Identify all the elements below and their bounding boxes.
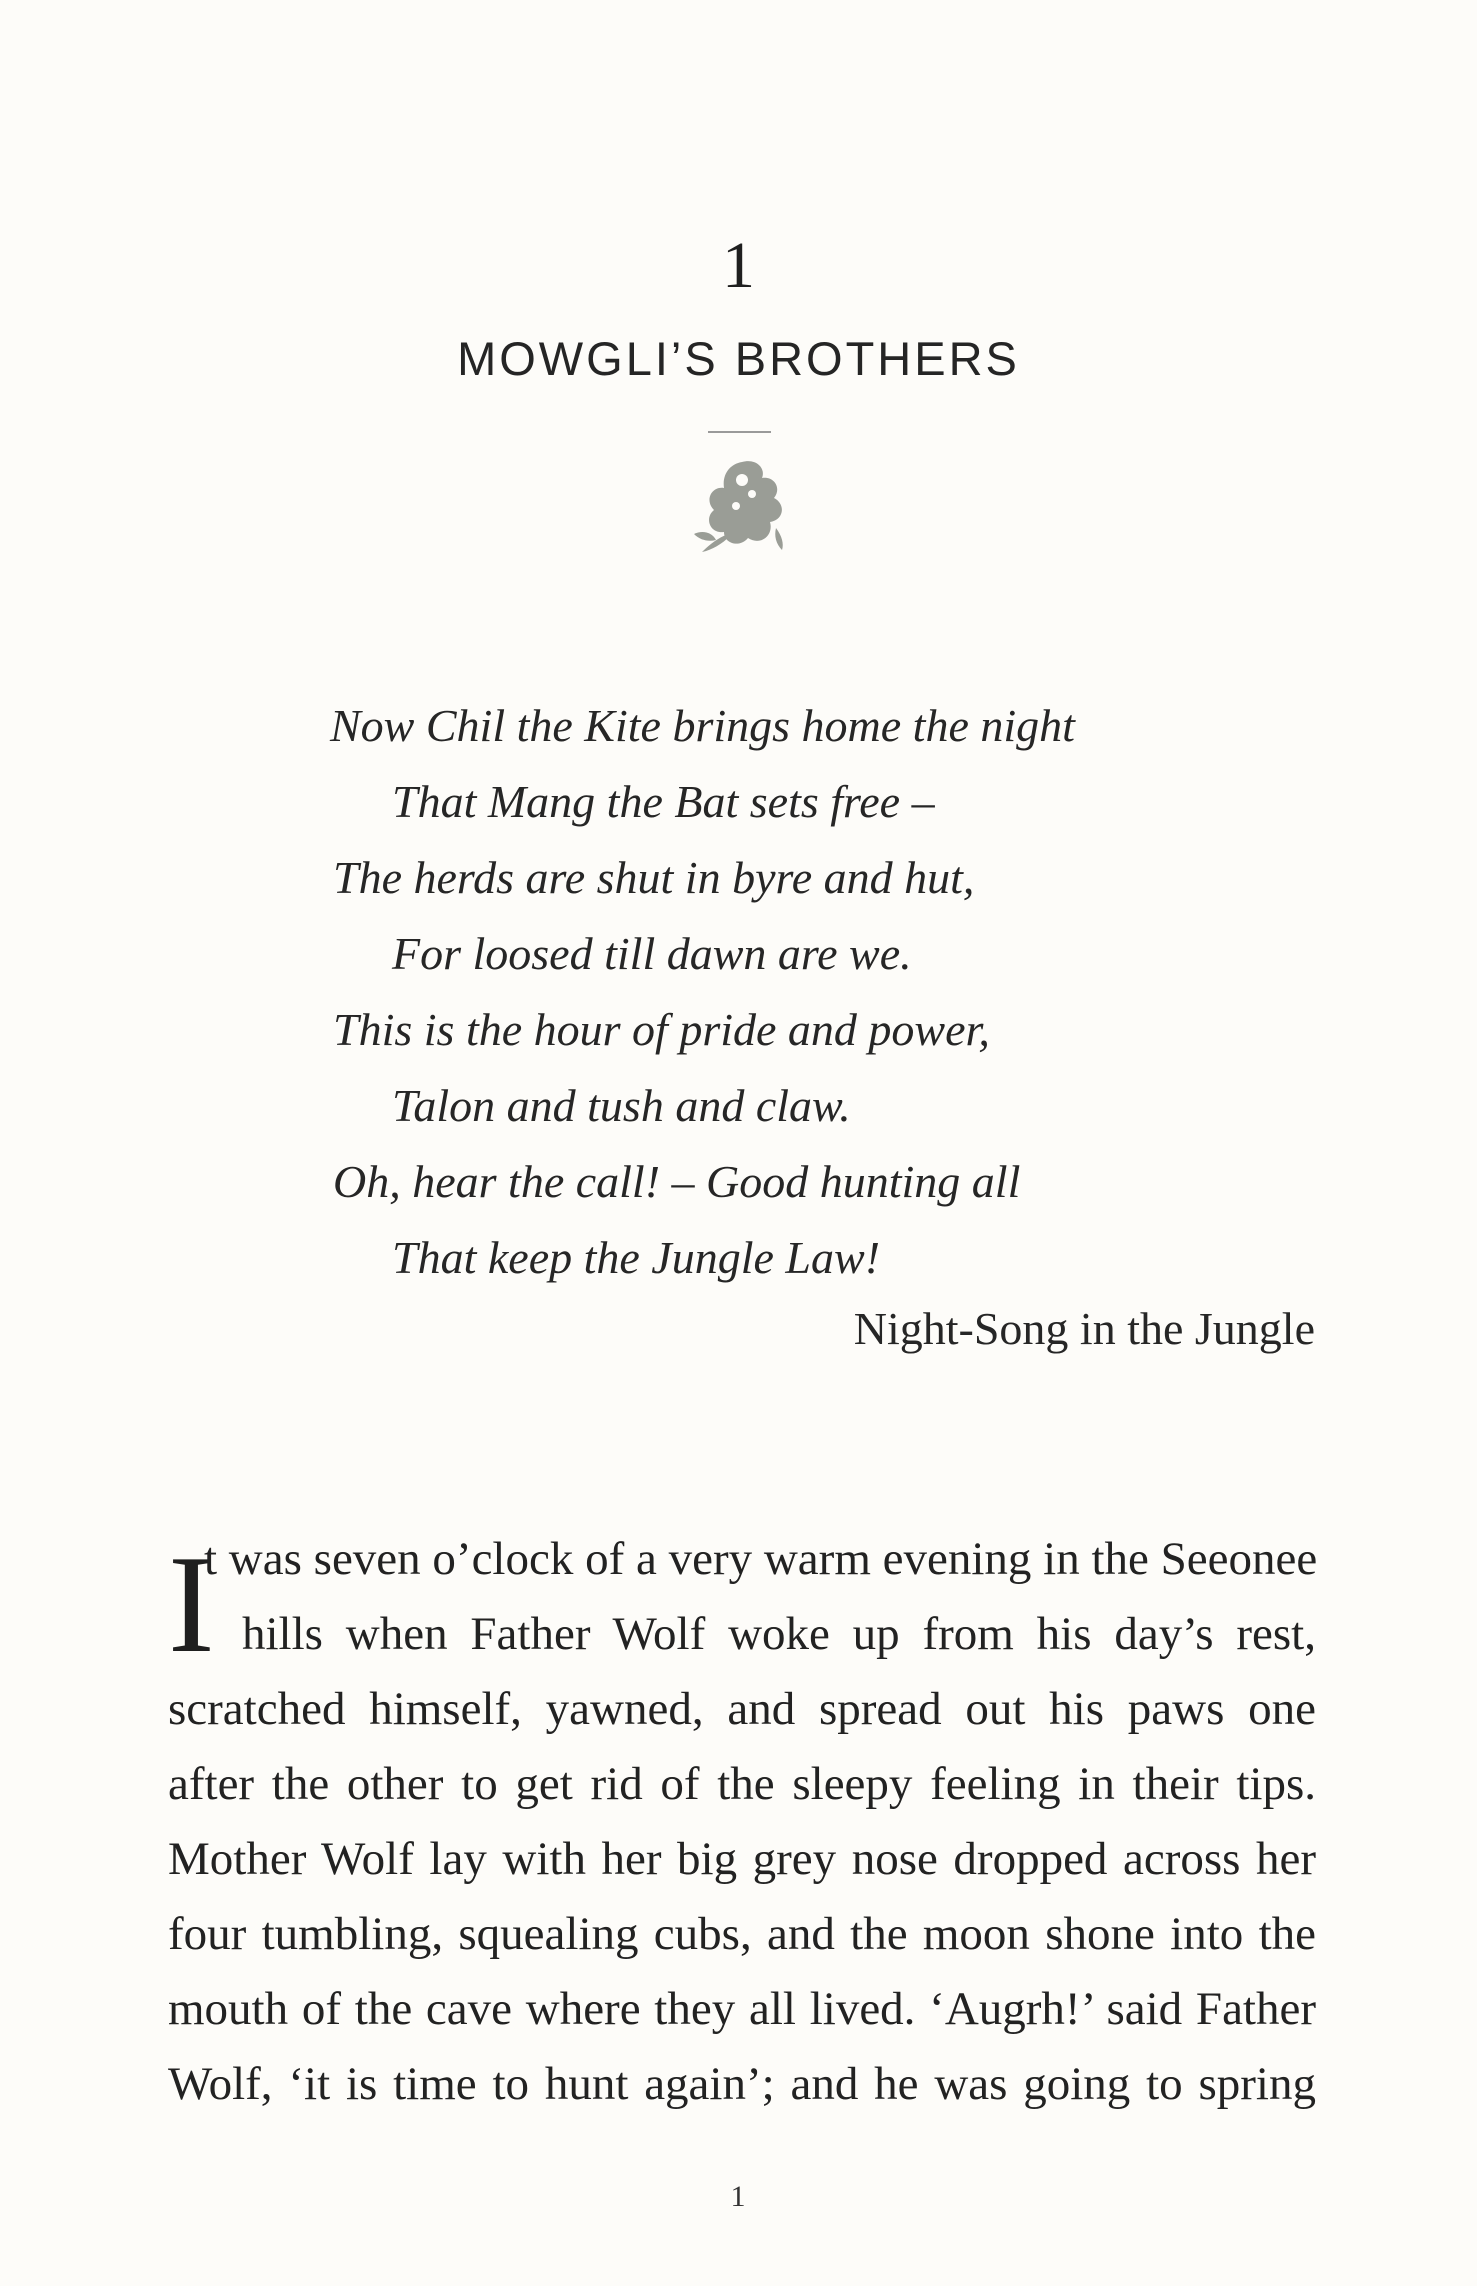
epigraph-line: This is the hour of pride and power, — [333, 1004, 990, 1055]
epigraph-attribution: Night-Song in the Jungle — [853, 1303, 1315, 1354]
epigraph-line: Oh, hear the call! – Good hunting all — [333, 1156, 1021, 1207]
body-line: four tumbling, squealing cubs, and the moon shone into the — [168, 1908, 1316, 1960]
epigraph-line: For loosed till dawn are we. — [392, 928, 912, 979]
epigraph-line: Now Chil the Kite brings home the night — [330, 700, 1075, 751]
body-line: after the other to get rid of the sleepy feeling in their tips. — [168, 1758, 1316, 1810]
epigraph-line: That Mang the Bat sets free – — [392, 776, 935, 827]
body-line: mouth of the cave where they all lived. ‘Augrh!’ said Father — [168, 1983, 1316, 2035]
leaf-ornament-icon — [690, 452, 800, 567]
chapter-title: MOWGLI’S BROTHERS — [457, 332, 1020, 385]
title-divider — [708, 431, 771, 433]
body-line: hills when Father Wolf woke up from his day’s rest, — [242, 1608, 1316, 1660]
epigraph-line: The herds are shut in byre and hut, — [333, 852, 975, 903]
body-line: t was seven o’clock of a very warm evening in the Seeonee — [204, 1533, 1318, 1585]
drop-cap: I — [168, 1527, 215, 1682]
epigraph-line: Talon and tush and claw. — [392, 1080, 851, 1131]
body-line: Wolf, ‘it is time to hunt again’; and he was going to spring — [168, 2058, 1316, 2110]
body-line: Mother Wolf lay with her big grey nose dropped across her — [168, 1833, 1316, 1885]
body-line: scratched himself, yawned, and spread out his paws one — [168, 1683, 1316, 1735]
epigraph-line: That keep the Jungle Law! — [392, 1232, 881, 1283]
page-number: 1 — [730, 2180, 747, 2213]
chapter-number: 1 — [722, 229, 755, 302]
